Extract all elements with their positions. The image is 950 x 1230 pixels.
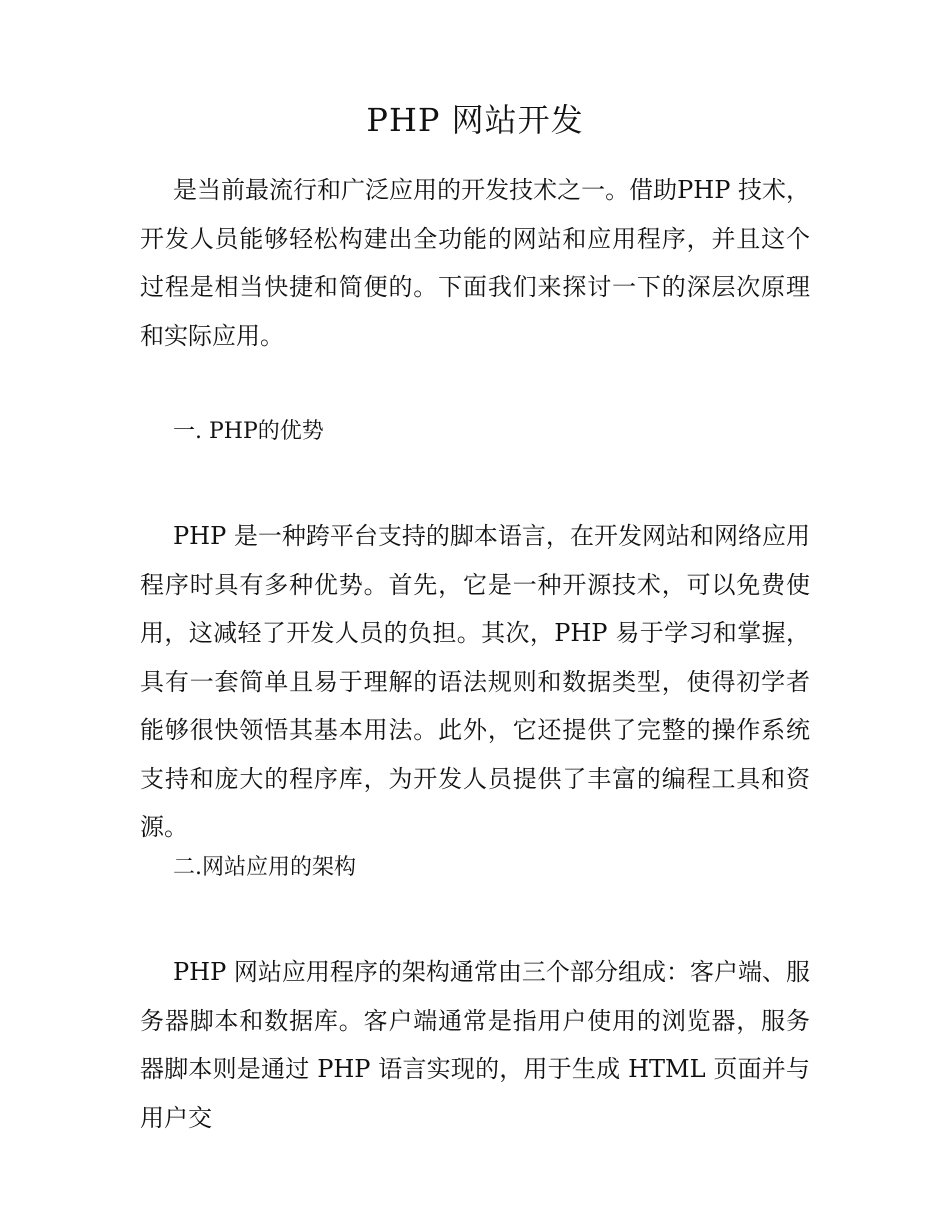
section-heading-architecture: 二.网站应用的架构 [173, 855, 356, 880]
section-heading-advantages: 一. PHP的优势 [173, 419, 324, 444]
architecture-paragraph: PHP 网站应用程序的架构通常由三个部分组成：客户端、服务器脚本和数据库。客户端通常是指用户使用的浏览器，服务器脚本则是通过 PHP 语言实现的，用于生成 HTML 页面并与用户交 [140, 958, 810, 1132]
advantages-paragraph: PHP 是一种跨平台支持的脚本语言，在开发网站和网络应用程序时具有多种优势。首先，它是一种开源技术，可以免费使用，这减轻了开发人员的负担。其次，PHP 易于学习和掌握，具有一套简单且易于理解的语法规则和数据类型，使得初学者能够很快领悟其基本用法。此外，它还提供了完整的操作系统支持和庞大的程序库，为开发人员提供了丰富的编程工具和资源。 [140, 522, 810, 841]
document-title: PHP 网站开发 [366, 101, 584, 139]
intro-paragraph: 是当前最流行和广泛应用的开发技术之一。借助PHP 技术，开发人员能够轻松构建出全功能的网站和应用程序，并且这个过程是相当快捷和简便的。下面我们来探讨一下的深层次原理和实际应用。 [140, 176, 810, 350]
